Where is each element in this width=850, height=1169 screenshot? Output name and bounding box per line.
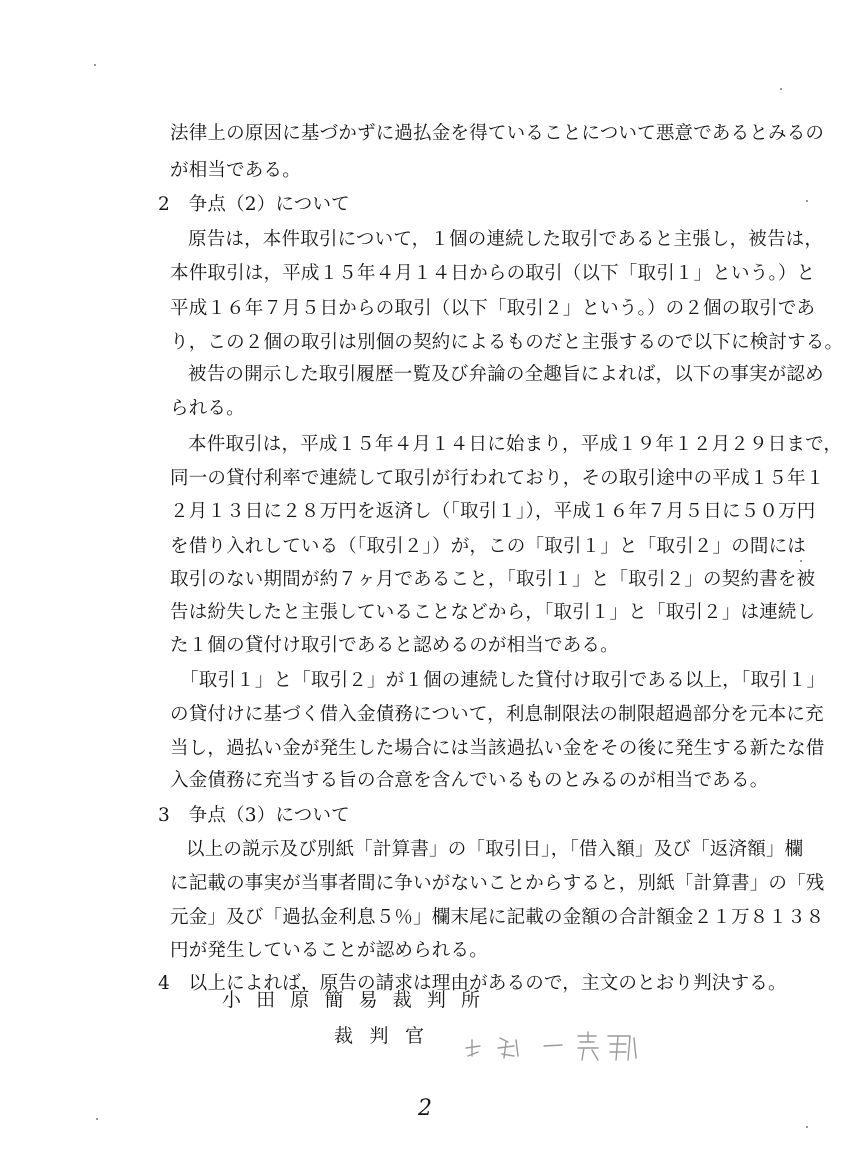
body-line: 本件取引は，平成１５年４月１４日に始まり，平成１９年１２月２９日まで， <box>188 434 843 455</box>
scan-speck <box>780 88 782 90</box>
body-line: 法律上の原因に基づかずに過払金を得ていることについて悪意であるとみるの <box>170 123 825 144</box>
scan-speck <box>96 1118 98 1120</box>
section-heading: 4 以上によれば，原告の請求は理由があるので，主文のとおり判決する。 <box>158 973 787 994</box>
body-line: 「取引１」と「取引２」が１個の連続した貸付け取引である以上，「取引１」 <box>180 670 826 691</box>
body-line: 当し，過払い金が発生した場合には当該過払い金をその後に発生する新たな借 <box>170 738 825 759</box>
court-char: 原 <box>290 989 310 1011</box>
body-line: を借り入れしている（「取引２」）が，この「取引１」と「取引２」の間には <box>170 536 807 557</box>
court-char: 小 <box>222 989 242 1011</box>
scan-speck <box>94 64 96 66</box>
judge-title-char: 判 <box>369 1025 389 1047</box>
body-line: 以上の説示及び別紙「計算書」の「取引日」，「借入額」及び「返済額」欄 <box>186 839 804 860</box>
court-char: 判 <box>426 989 446 1011</box>
body-line: ２月１３日に２８万円を返済し（「取引１」），平成１６年７月５日に５０万円 <box>170 501 816 522</box>
body-line: られる。 <box>170 398 245 419</box>
court-char: 所 <box>460 989 480 1011</box>
court-char: 裁 <box>392 989 412 1011</box>
body-line: 被告の開示した取引履歴一覧及び弁論の全趣旨によれば，以下の事実が認め <box>188 364 824 385</box>
body-line: 告は紛失したと主張していることなどから，「取引１」と「取引２」は連続し <box>170 602 816 623</box>
judge-title <box>334 1024 424 1048</box>
judge-title-char: 官 <box>404 1025 424 1047</box>
scan-speck <box>800 560 802 562</box>
body-line: 取引のない期間が約７ヶ月であること，「取引１」と「取引２」の契約書を被 <box>170 569 816 590</box>
judge-title-char: 裁 <box>334 1025 354 1047</box>
scan-speck <box>806 1126 808 1128</box>
scan-speck <box>806 200 808 202</box>
section-heading: 3 争点（3）について <box>158 805 350 826</box>
body-line: 原告は，本件取引について，１個の連続した取引であると主張し，被告は， <box>188 229 824 250</box>
body-line: が相当である。 <box>170 160 301 181</box>
section-heading: 2 争点（2）について <box>158 194 350 215</box>
body-line: り，この２個の取引は別個の契約によるものだと主張するので以下に検討する。 <box>170 332 844 353</box>
body-line: 同一の貸付利率で連続して取引が行われており，その取引途中の平成１５年１ <box>170 468 825 489</box>
body-line: に記載の事実が当事者間に争いがないことからすると，別紙「計算書」の「残 <box>170 873 825 894</box>
page-number: 2 <box>418 1096 432 1121</box>
court-char: 田 <box>256 989 276 1011</box>
body-line: た１個の貸付け取引であると認めるのが相当である。 <box>170 635 619 656</box>
court-char: 易 <box>358 989 378 1011</box>
signature-stamp <box>458 1026 648 1066</box>
body-line: 本件取引は，平成１５年４月１４日からの取引（以下「取引１」という。）と <box>170 263 816 284</box>
body-line: 円が発生していることが認められる。 <box>170 940 488 961</box>
body-line: 入金債務に充当する旨の合意を含んでいるものとみるのが相当である。 <box>170 770 769 791</box>
body-line: の貸付けに基づく借入金債務について，利息制限法の制限超過部分を元本に充 <box>170 704 824 725</box>
body-line: 平成１６年７月５日からの取引（以下「取引２」という。）の２個の取引であ <box>170 298 816 319</box>
body-line: 元金」及び「過払金利息５％」欄末尾に記載の金額の合計額金２１万８１３８ <box>170 907 825 928</box>
court-char: 簡 <box>324 989 344 1011</box>
court-name <box>222 988 480 1012</box>
